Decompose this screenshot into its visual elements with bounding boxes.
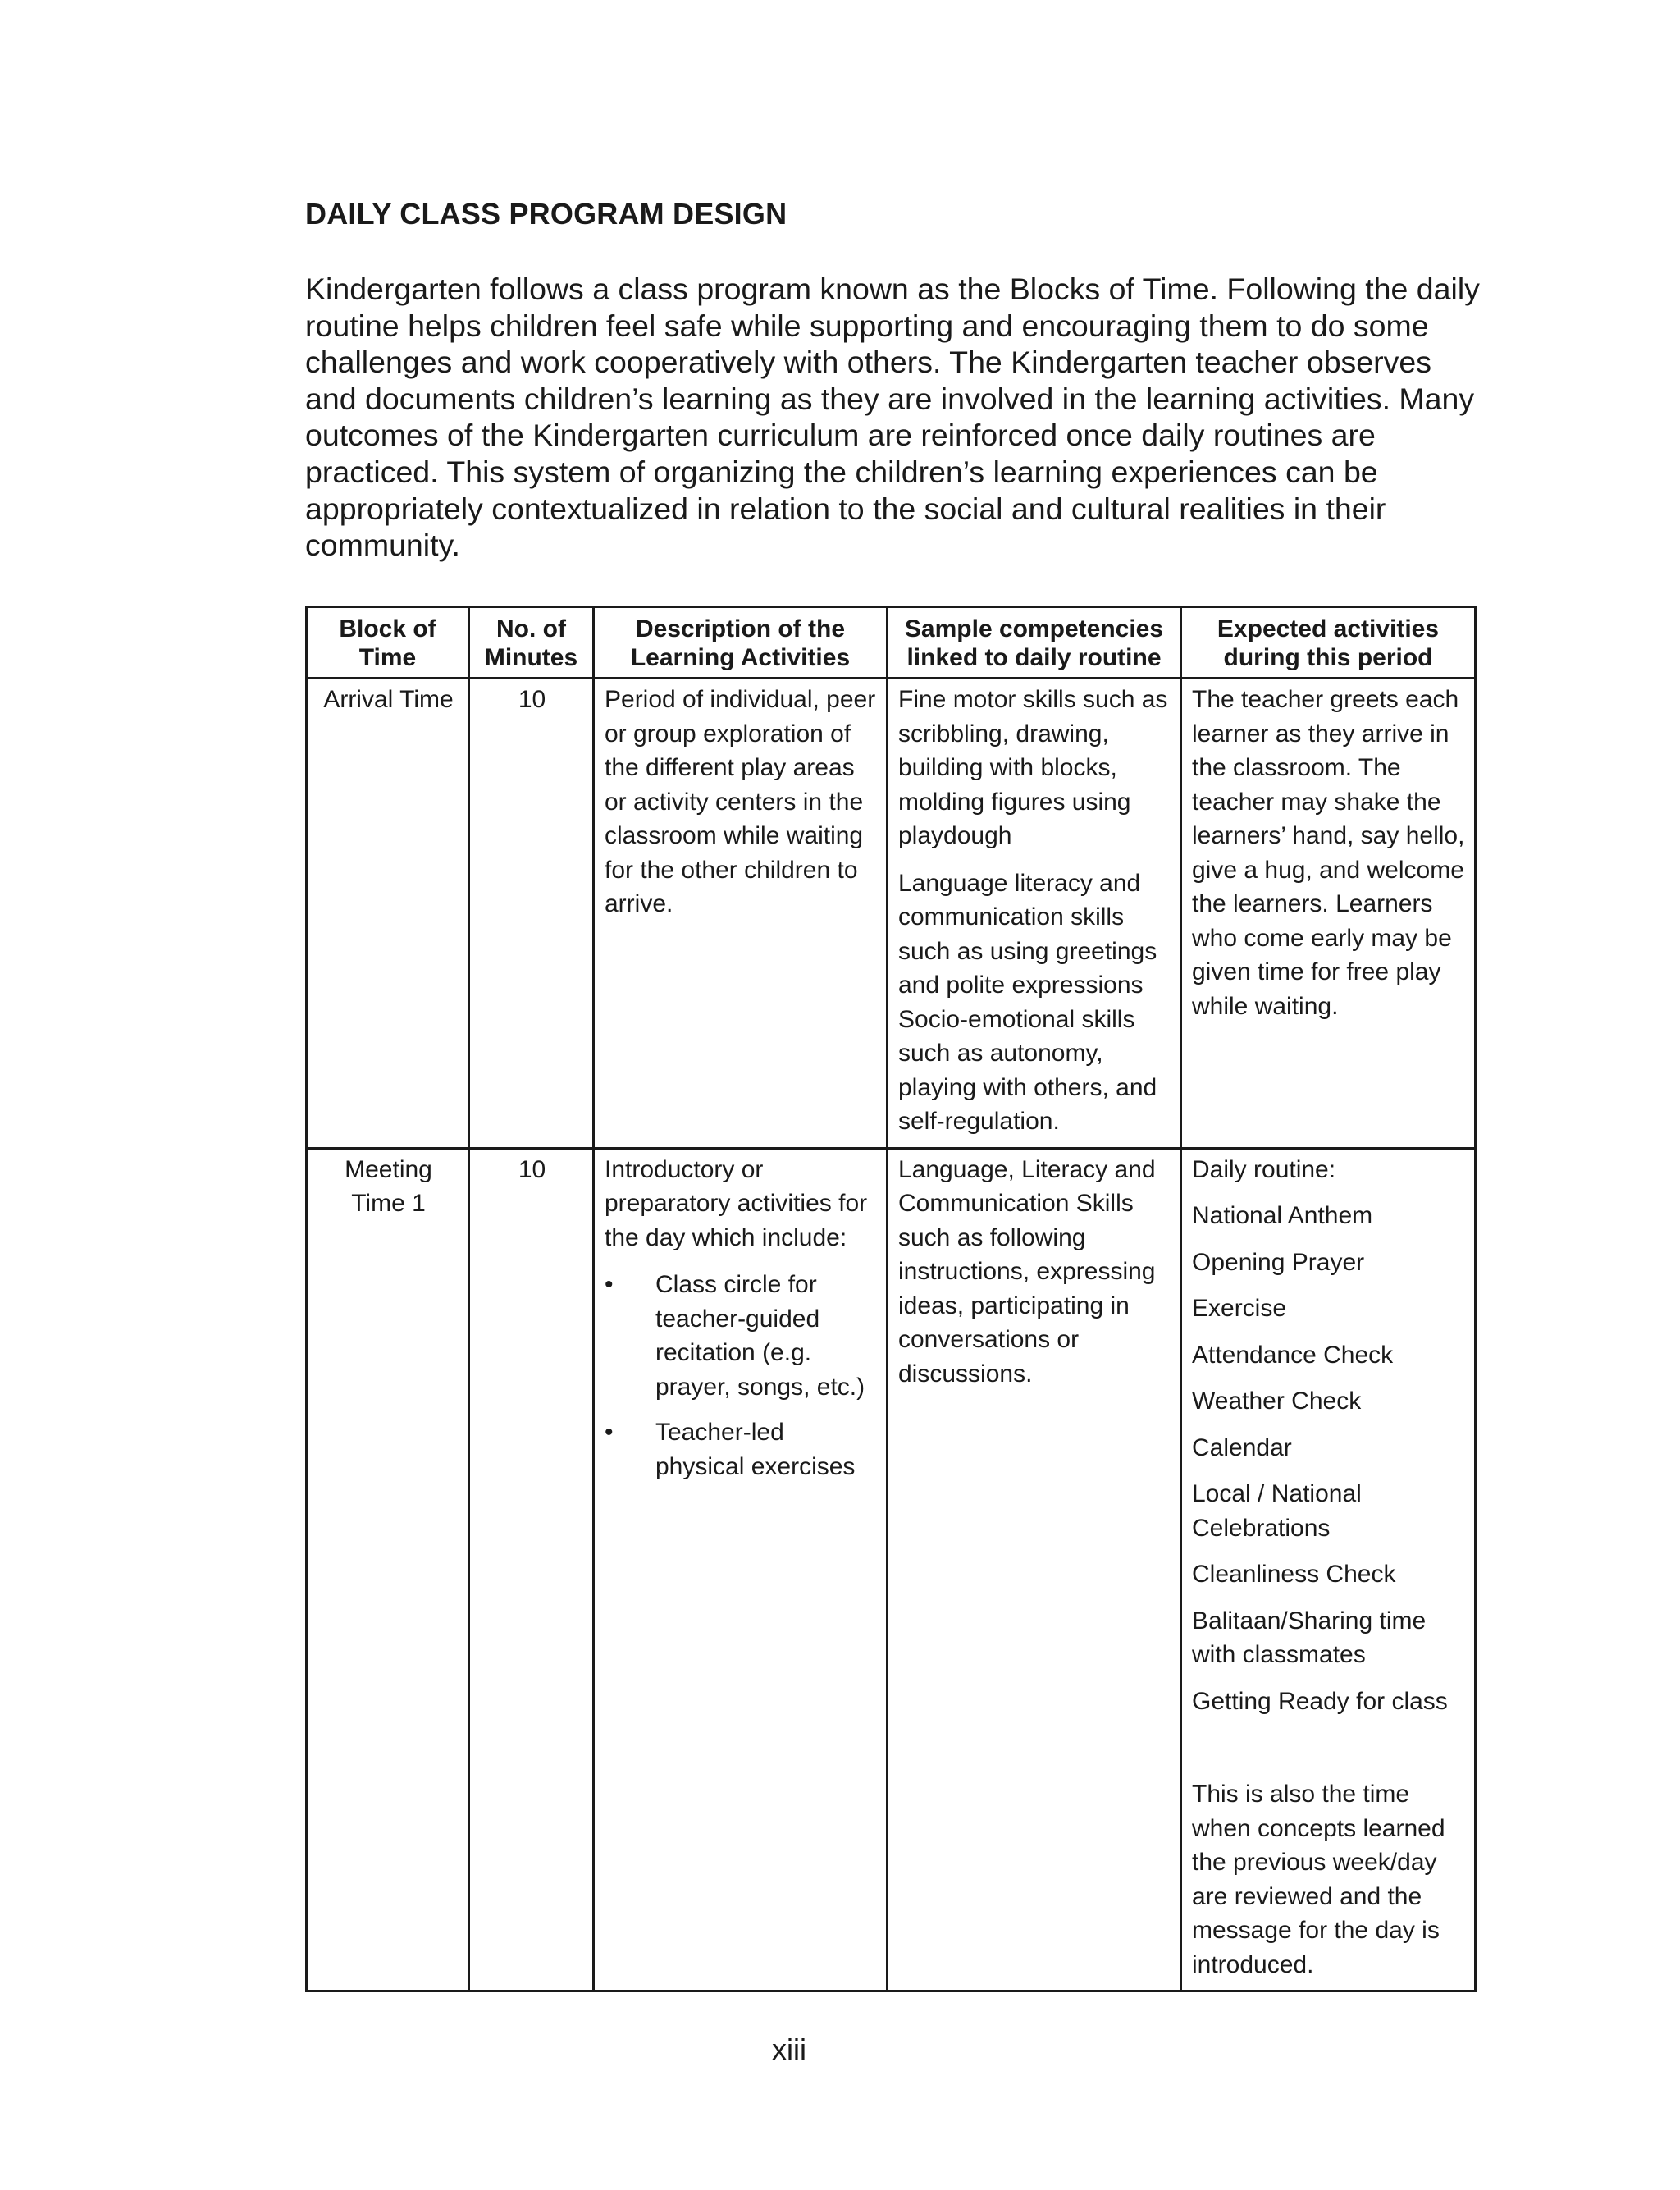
intro-paragraph: Kindergarten follows a class program known as the Blocks of Time. Following the daily routine helps children feel safe while supporting and encouraging them to do some challenges and work cooperatively with others. The Kindergarten teacher observes and documents children’s learning as they are involved in the learning activities. Many outcomes of the Kindergarten curriculum are reinforced once daily routines are practiced. This system of organizing the children’s learning experiences can be appropriately contextualized in relation to the social and cultural realities in their community. (305, 272, 1480, 563)
routine-item: Cleanliness Check (1192, 1561, 1396, 1588)
routine-item: Balitaan/Sharing time with classmates (1192, 1607, 1427, 1668)
table-row-arrival-time (307, 679, 1476, 1149)
bullet-icon: • (605, 1271, 614, 1298)
routine-item: Exercise (1192, 1295, 1287, 1322)
bullet-text: Teacher-led physical exercises (655, 1419, 856, 1480)
routine-item: Opening Prayer (1192, 1248, 1365, 1276)
cell-block-of-time: Arrival Time (307, 679, 469, 1149)
description-text: Introductory or preparatory activities for the day which include: (605, 1155, 868, 1251)
bullet-text: Class circle for teacher-guided recitation (e.g. prayer, songs, etc.) (655, 1271, 865, 1401)
competency-item: Fine motor skills such as scribbling, drawing, building with blocks, molding figures using playdough (898, 686, 1168, 849)
list-item (605, 1415, 878, 1484)
page-title: DAILY CLASS PROGRAM DESIGN (305, 197, 788, 231)
header-no-of-minutes: No. of Minutes (469, 607, 594, 679)
bullet-icon: • (605, 1419, 614, 1446)
cell-description: Period of individual, peer or group exploration of the different play areas or activity centers in the classroom while waiting for the other children to arrive. (594, 679, 888, 1149)
header-sample-competencies: Sample competencies linked to daily routine (888, 607, 1181, 679)
expected-heading: Daily routine: (1192, 1155, 1336, 1183)
routine-item: National Anthem (1192, 1202, 1373, 1229)
routine-item: Getting Ready for class (1192, 1687, 1448, 1715)
cell-minutes: 10 (469, 1148, 594, 1991)
cell-competencies: Language, Literacy and Communication Skills such as following instructions, expressing ideas, participating in conversations or discussions. (888, 1148, 1181, 1991)
routine-item: Calendar (1192, 1433, 1292, 1461)
cell-expected-activities: The teacher greets each learner as they arrive in the classroom. The teacher may shake the learners’ hand, say hello, give a hug, and welcome the learners. Learners who come early may be given time for free play while waiting. (1181, 679, 1476, 1149)
competency-item: Socio-emotional skills such as autonomy, playing with others, and self-regulation. (898, 1005, 1157, 1135)
header-expected-activities: Expected activities during this period (1181, 607, 1476, 679)
table-row-meeting-time-1 (307, 1148, 1476, 1991)
routine-item: Local / National Celebrations (1192, 1480, 1362, 1542)
header-block-of-time: Block of Time (307, 607, 469, 679)
header-description: Description of the Learning Activities (594, 607, 888, 679)
list-item (605, 1268, 878, 1404)
cell-minutes: 10 (469, 679, 594, 1149)
cell-description (594, 1148, 888, 1991)
page-number: xiii (772, 2032, 806, 2066)
cell-expected-activities (1181, 1148, 1476, 1991)
cell-competencies (888, 679, 1181, 1149)
routine-item: Weather Check (1192, 1388, 1362, 1415)
competency-item: Language literacy and communication skills such as using greetings and polite expressions (898, 869, 1157, 999)
blocks-of-time-table (305, 606, 1477, 1992)
routine-item: Attendance Check (1192, 1341, 1394, 1369)
table-header-row (307, 607, 1476, 679)
expected-note: This is also the time when concepts learned the previous week/day are reviewed and the message for the day is introduced. (1192, 1781, 1445, 1978)
cell-block-of-time: Meeting Time 1 (307, 1148, 469, 1991)
activity-bullet-list (605, 1268, 878, 1484)
